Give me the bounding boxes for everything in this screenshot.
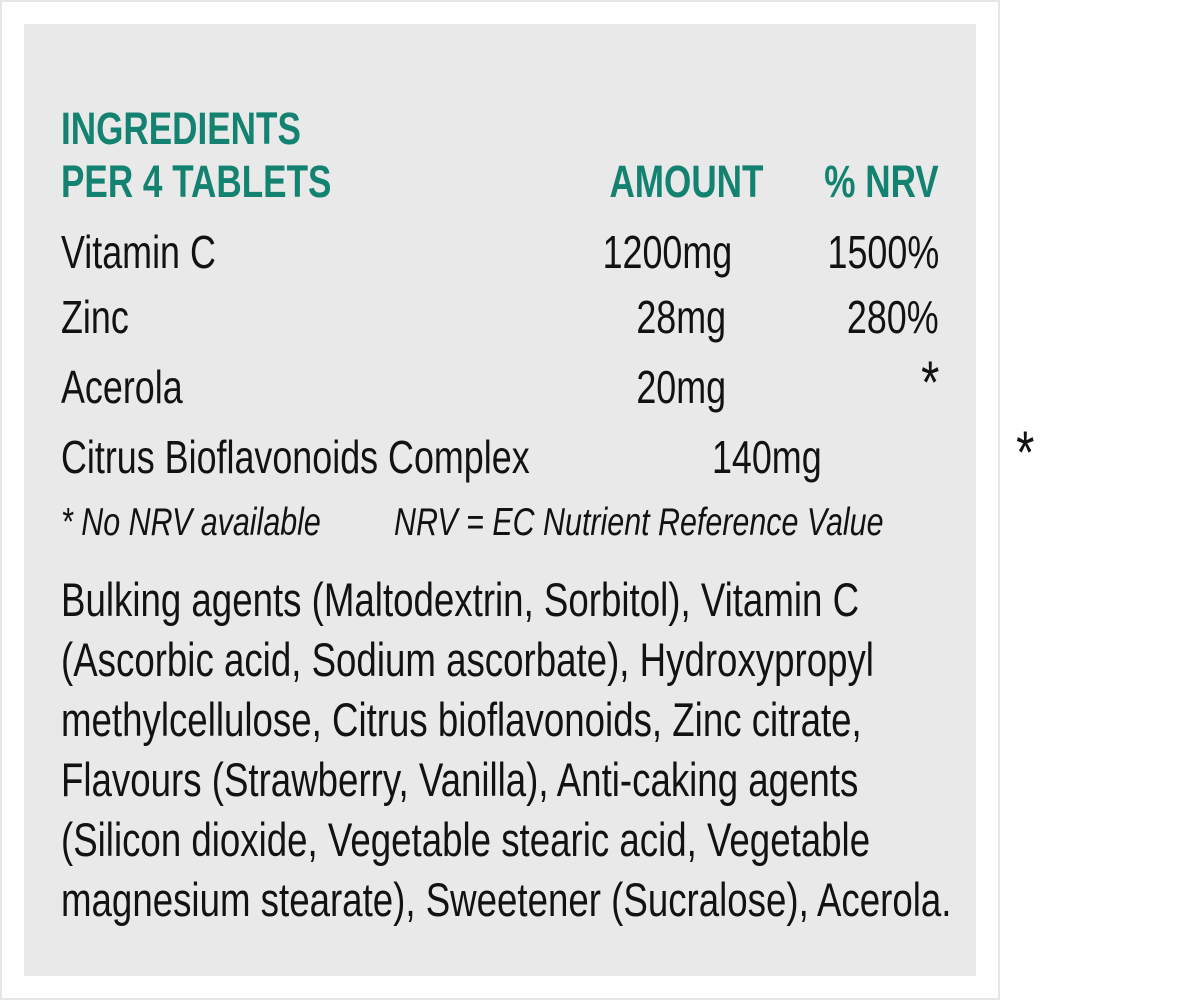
nrv-footnote — [61, 500, 939, 546]
table-row-citrus-bioflavonoids — [61, 419, 1035, 490]
nutrient-name: Acerola — [61, 361, 183, 413]
nutrient-table — [61, 220, 1035, 490]
nutrient-amount: 20mg — [636, 361, 726, 413]
table-title-line1: INGREDIENTS — [61, 103, 301, 154]
ingredients-line: Bulking agents (Maltodextrin, Sorbitol), Vitamin C — [61, 573, 860, 626]
ingredients-panel — [24, 24, 1035, 976]
column-header-amount: AMOUNT — [609, 156, 764, 207]
nutrient-amount: 28mg — [636, 291, 726, 343]
nutrient-nrv-asterisk: * — [1016, 419, 1035, 486]
column-header-nrv: % NRV — [824, 156, 939, 207]
nutrient-nrv: 1500% — [827, 226, 939, 278]
ingredients-line: (Ascorbic acid, Sodium ascorbate), Hydroxypropyl — [61, 633, 874, 686]
table-header — [61, 102, 939, 208]
ingredients-paragraph — [61, 570, 952, 930]
ingredients-line: Flavours (Strawberry, Vanilla), Anti-caking agents — [61, 753, 859, 806]
nutrient-nrv: 280% — [847, 291, 939, 343]
nrv-definition: NRV = EC Nutrient Reference Value — [394, 501, 884, 544]
table-title — [61, 102, 566, 208]
nutrient-name: Citrus Bioflavonoids Complex — [61, 431, 530, 483]
nutrient-amount: 140mg — [712, 431, 822, 483]
ingredients-line: (Silicon dioxide, Vegetable stearic acid, Vegetable — [61, 813, 871, 866]
ingredients-line: methylcellulose, Citrus bioflavonoids, Zinc citrate, — [61, 693, 862, 746]
nutrient-amount: 1200mg — [602, 226, 733, 278]
table-row-acerola — [61, 350, 939, 420]
table-title-line2: PER 4 TABLETS — [61, 156, 332, 207]
nutrient-nrv-asterisk: * — [920, 349, 939, 416]
ingredients-line: magnesium stearate), Sweetener (Sucralose), Acerola. — [61, 873, 952, 926]
nutrient-name: Vitamin C — [61, 226, 216, 278]
table-row-vitamin-c — [61, 220, 939, 285]
no-nrv-note: * No NRV available — [61, 501, 321, 544]
nutrient-name: Zinc — [61, 291, 129, 343]
table-row-zinc — [61, 285, 939, 350]
